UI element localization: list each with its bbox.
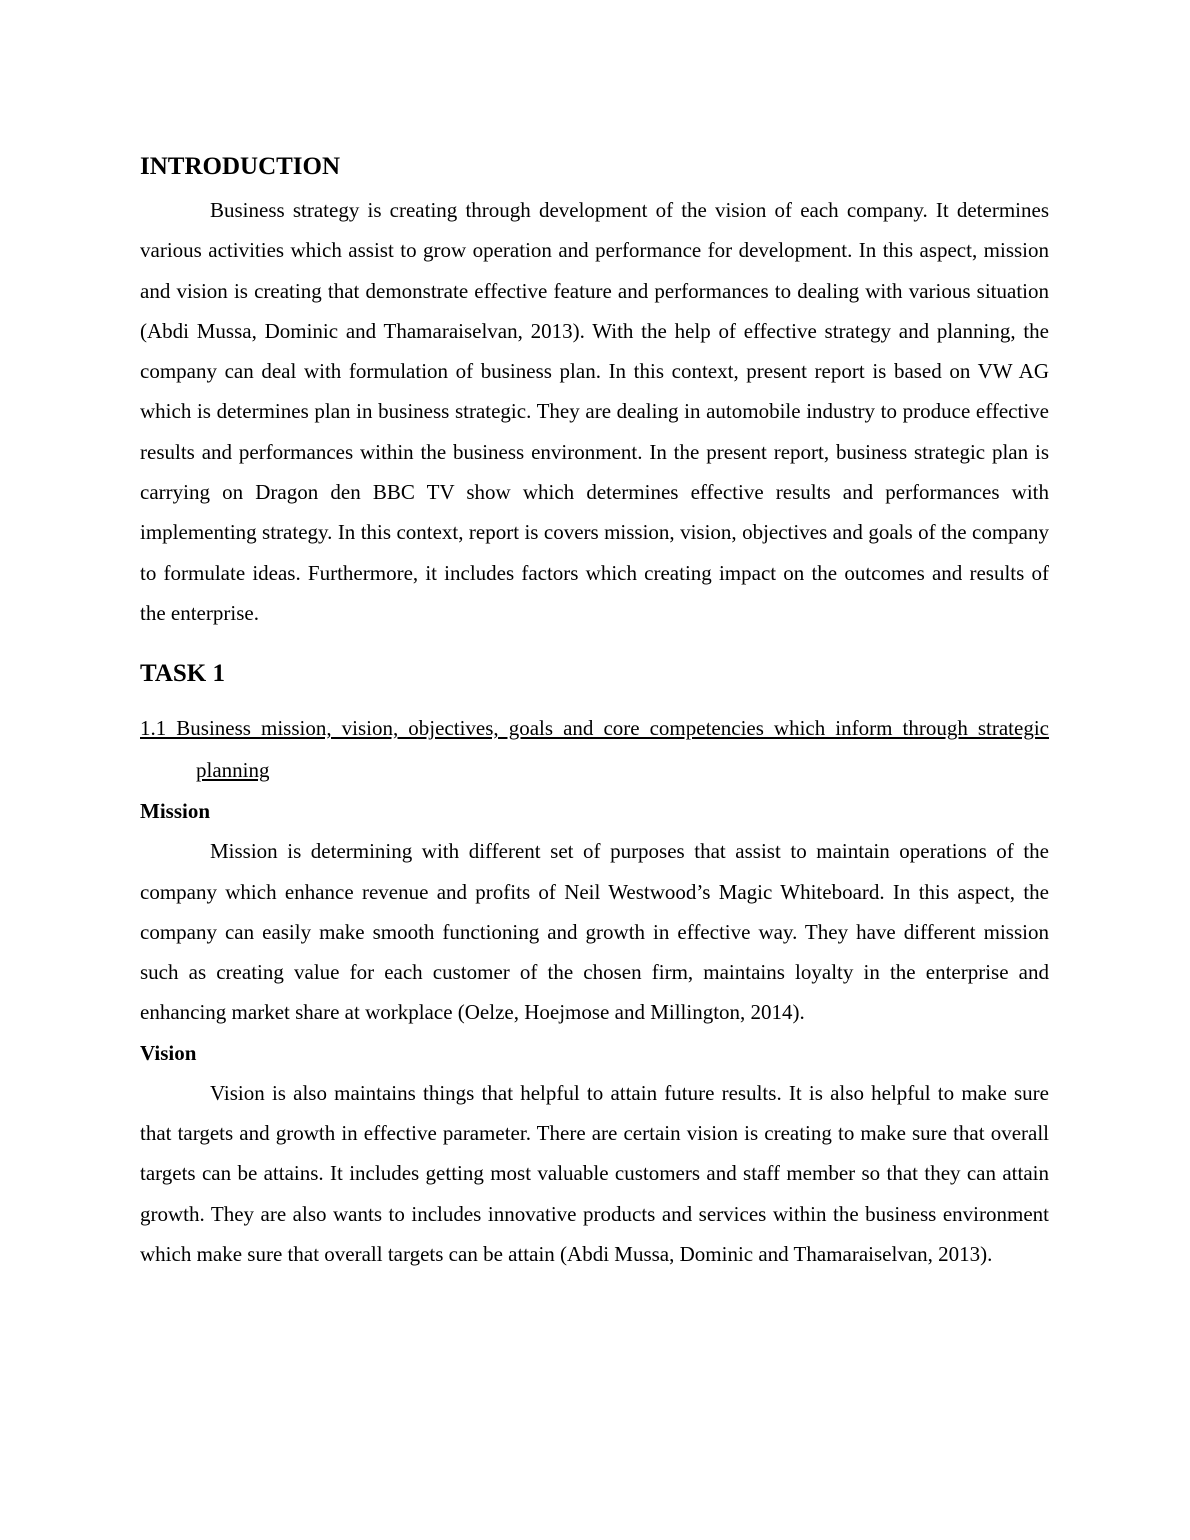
task1-subheading: 1.1 Business mission, vision, objectives, goals and core competencies which inform through strategic planning: [140, 716, 1049, 783]
vision-paragraph: Vision is also maintains things that helpful to attain future results. It is also helpful to make sure that targets and growth in effective parameter. There are certain vision is creating to make sure that overall targets can be attains. It includes getting most valuable customers and staff member so that they can attain growth. They are also wants to includes innovative products and services within the business environment which make sure that overall targets can be attain (Abdi Mussa, Dominic and Thamaraiselvan, 2013).: [140, 1080, 1049, 1266]
document-page: [140, 148, 1049, 1274]
introduction-paragraph: Business strategy is creating through development of the vision of each company. It determines various activities which assist to grow operation and performance for development. In this aspect, mission and vision is creating that demonstrate effective feature and performances to dealing with various situation (Abdi Mussa, Dominic and Thamaraiselvan, 2013). With the help of effective strategy and planning, the company can deal with formulation of business plan. In this context, present report is based on VW AG which is determines plan in business strategic. They are dealing in automobile industry to produce effective results and performances within the business environment. In the present report, business strategic plan is carrying on Dragon den BBC TV show which determines effective results and performances with implementing strategy. In this context, report is covers mission, vision, objectives and goals of the company to formulate ideas. Furthermore, it includes factors which creating impact on the outcomes and results of the enterprise.: [140, 198, 1049, 625]
mission-heading: Mission: [140, 799, 211, 824]
introduction-heading: INTRODUCTION: [140, 153, 341, 180]
vision-heading: Vision: [140, 1040, 197, 1065]
task1-heading: TASK 1: [140, 660, 225, 688]
mission-paragraph: Mission is determining with different set of purposes that assist to maintain operations of the company which enhance revenue and profits of Neil Westwood’s Magic Whiteboard. In this aspect, the company can easily make smooth functioning and growth in effective way. They have different mission such as creating value for each customer of the chosen firm, maintains loyalty in the enterprise and enhancing market share at workplace (Oelze, Hoejmose and Millington, 2014).: [140, 839, 1049, 1025]
